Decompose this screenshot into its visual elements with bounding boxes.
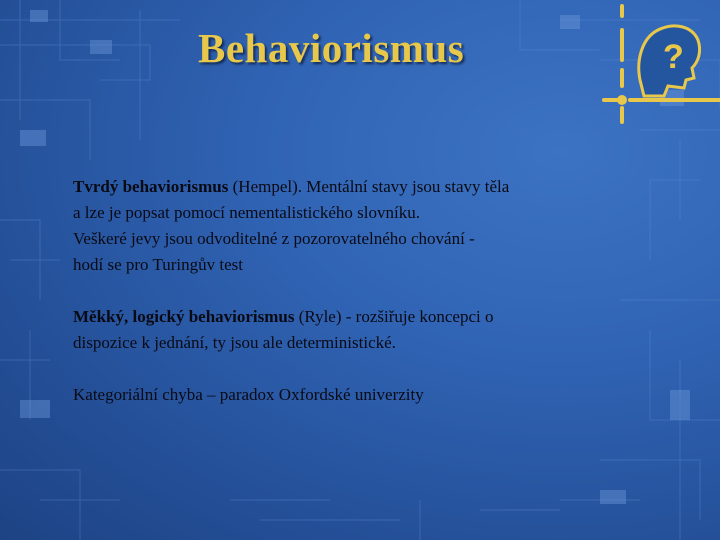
paragraph-2-line-1: (Ryle) - rozšiřuje koncepci o xyxy=(294,307,494,326)
paragraph-1-line-2: a lze je popsat pomocí nementalistického slovníku. xyxy=(73,203,420,222)
paragraph-2-term: Měkký, logický behaviorismus xyxy=(73,307,295,326)
slide-content xyxy=(73,174,633,434)
paragraph-1-line-4: hodí se pro Turingův test xyxy=(73,255,244,274)
paragraph-1-term: Tvrdý behaviorismus xyxy=(73,177,229,196)
head-question-mark-icon xyxy=(596,0,720,124)
paragraph-3-line-1: Kategoriální chyba – paradox Oxfordské univerzity xyxy=(73,385,424,404)
paragraph-3 xyxy=(73,382,633,408)
paragraph-1-line-3: Veškeré jevy jsou odvoditelné z pozorovatelného chování - xyxy=(73,229,475,248)
slide-title: Behaviorismus xyxy=(198,25,465,71)
paragraph-2-line-2: dispozice k jednání, ty jsou ale deterministické. xyxy=(73,333,396,352)
paragraph-1 xyxy=(73,174,633,278)
paragraph-1-line-1: (Hempel). Mentální stavy jsou stavy těla xyxy=(228,177,510,196)
logo-question-mark: ? xyxy=(663,38,684,76)
paragraph-2 xyxy=(73,304,633,356)
